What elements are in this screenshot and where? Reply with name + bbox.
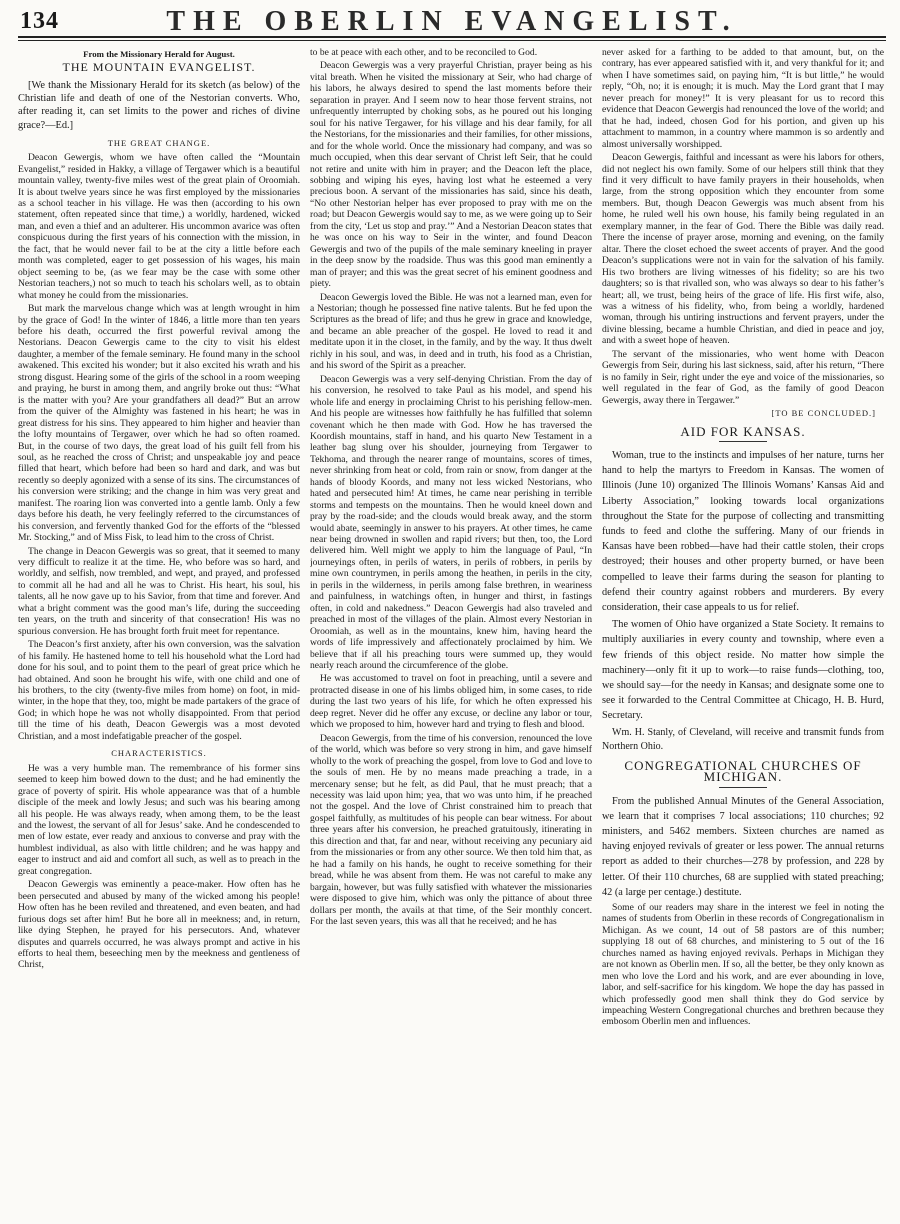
column-3 (602, 47, 884, 1223)
article-title-aid-for-kansas: AID FOR KANSAS. (680, 423, 806, 439)
paragraph: The Deacon’s first anxiety, after his own conversion, was the salvation of his family. He hastened home to tell his household what the Lord had done for his soul, and to point them to the pearl of great price which he had obtained. And soon he brought his wife, with one child and one of his brothers, to the city (twenty-five miles from home) on foot, in mid-winter, in the hope that they, too, might be made partakers of the grace of God; in which hope he was not wholly disappointed. From that period till the time of his death, Deacon Gewergis was a most devoted Christian, and a most indefatigable preacher of the gospel. (18, 639, 300, 742)
section-heading-great-change: THE GREAT CHANGE. (107, 137, 211, 148)
paragraph: The servant of the missionaries, who went home with Deacon Gewergis from Seir, during his last sickness, said, after his return, “There is no family in Seir, right under the eye and voice of the missionaries, so well regulated in the fear of God, as the family of good Deacon Gewergis, away there in Tergawer.” (602, 348, 884, 406)
paragraph: From the published Annual Minutes of the General Association, we learn that it comprises 7 local associations; 110 churches; 92 ministers, and 5462 members. Sixteen churches are named as having enjoyed revivals of greater or less power. The annual returns report as added to their churches—278 by profession, and 228 by letter. Of their 110 churches, 68 are supplied with stated preaching; 42 (a large per centage.) destitute. (602, 795, 884, 898)
paragraph: never asked for a farthing to be added to that amount, but, on the contrary, has ever appeared satisfied with it, and very thankful for it; and when I have sometimes said, on paying him, “It is but little,” he would reply, “Oh, no; it is enough; it is much. May the Lord grant that I may never preach for money!” It is very pleasant for us to record this evidence that Deacon Gewergis had renounced the love of the world; and that he had, indeed, chosen God for his portion, and given up his attachment to mammon, in a country where mammon is so ardently and almost universally worshipped. (602, 47, 884, 150)
to-be-concluded-note: [TO BE CONCLUDED.] (771, 408, 876, 419)
masthead (18, 6, 886, 36)
paragraph: Deacon Gewergis, whom we have often called the “Mountain Evangelist,” resided in Hakky, a village of Tergawer which is a beautiful mountain valley, twenty-five miles west of the great plain of Oroomiah. It is about twelve years since he was first employed by the missionaries as a school teacher in his village. He was then (according to his own statement, often repeated since that time,) a worldly, hardened, wicked man, and even a thief and an adulterer. His uncommon avarice was often conspicuous during the first years of his connection with the mission, in the fact, that he would never fail to be at the city a little before each month was completed, eager to get possession of his wages, his main object seeming to be, (as we fear may be the case with some other Nestorian teachers,) not so much to teach his scholars well, as to obtain what money he could from the missionaries. (18, 152, 300, 301)
paragraph: Deacon Gewergis was eminently a peace-maker. How often has he been persecuted and abused by many of the wicked among his people! How often has he been reviled and threatened, and even beaten, and had furious dogs set after him! But he bore all in meekness; and, in return, like dying Stephen, he prayed for his persecutors. And, whatever disputes and quarrels occurred, he was always prompt and active in his efforts to heal them, beseeching men by the meekness and gentleness of Christ, (18, 879, 300, 971)
title-rule (719, 787, 767, 788)
paragraph: But mark the marvelous change which was at length wrought in him by the grace of God! In the winter of 1846, a little more than ten years before his death, occurred the first powerful revival among the Nestorians. Deacon Gewergis came to the city to visit his eldest daughter, a member of the female seminary. He found many in the school awakened. This excited his wonder; but it also excited his wrath and his strong disgust. Hearing some of the girls of the school in a room weeping and praying, he burst in among them, and angrily broke out thus: “What is the matter with you? Are your grandfathers all dead?” But an arrow from the quiver of the Almighty was fastened in his heart; he was in great distress for his sins. They appeared to him higher and heavier than the lofty mountains of Tergawer, over which he had so often roamed. But, in the course of two days, the great load of his guilt fell from his soul, as he reached the cross of Christ; and unspeakable joy and peace filled that heart, which before had been so hard and dark, and was but recently so deeply agonized with a sense of its sins. The circumstances of his conversion were striking; and the change in him was very great and manifest. The roaring lion was converted into a gentle lamb. Only a few days before his death, he very feelingly referred to the circumstances of his conversion, and fervently thanked God for the efforts of the “blessed Mr. Stocking,” and of Miss Fisk, to lead him to the cross of Christ. (18, 303, 300, 544)
paragraph: Some of our readers may share in the interest we feel in noting the names of students from Oberlin in these records of Congregationalism in Michigan. As we count, 14 out of 58 pastors are of this number; supplying 18 out of 68 churches, and ministering to 5 out of the 16 churches named as having enjoyed revivals. Perhaps in Michigan they are not known as Oberlin men. If so, all the better, be they only known as men who love the Lord and his work, and are ever abounding in love, labor, and self-sacrifice for his kingdom. We hope the day has passed in which professedly good men shall think they do God service by impeaching Western Congregational churches and brethren because they embosom Oberlin men and influences. (602, 901, 884, 1028)
article-title-congregational-churches: CONGREGATIONAL CHURCHES OF MICHIGAN. (624, 757, 862, 785)
section-heading-characteristics: CHARACTERISTICS. (111, 748, 207, 759)
paragraph: Deacon Gewergis was a very prayerful Christian, prayer being as his vital breath. When he visited the missionary at Seir, who had charge of his labors, he always desired to spend the last moments before their separation in prayer. And I seem now to hear those fervent strains, not unfrequently interrupted by choking sobs, as he poured out his longing soul for his native Tergawer, for his village and his dear family, for all the Nestorians, for the missionaries and their families, for other missions, and for the whole world. Once the missionary had company, and was so much occupied, when this dear servant of Christ left Seir, that he could not retire and unite with him in prayer; and the Deacon left the place, sobbing and wiping his eyes, having lost what he esteemed a very precious boon. A servant of the missionaries has said, since his death, “No other Nestorian helper has ever proposed to pray with me on the road; but Deacon Gewergis would say to me, as we were going up to Seir from the city, ‘Let us stop and pray.’” And a Nestorian Deacon states that he was once on his way to Seir in the winter, and found Deacon Gewergis and two of the pupils of the male seminary kneeling in prayer in the deep snow by the roadside. Thus was this good man eminently a man of prayer; and this was the great secret of his eminent goodness and piety. (310, 60, 592, 290)
paragraph: Deacon Gewergis was a very self-denying Christian. From the day of his conversion, he resolved to take Paul as his model, and spend his whole life and energy in proclaiming Christ to his perishing fellow-men. And his people are witnesses how faithfully he has fulfilled that solemn covenant which he then made with God. How he has traversed the Koordish mountains, staff in hand, and his quarto New Testament in a leather bag slung over his shoulder, journeying from Tergawer to Tekhoma, and through the nearer range of mountains, scores of times, never shrinking from heat or cold, from rain or snow, from danger at the hands of bloody Koords, and many not less wicked Nestorians, who hated and persecuted him! At times, he came near perishing in terrible storms and tempests on the mountains. Then he would kneel down and pray by the road-side; and the clouds would break away, and the storm would abate, seemingly in answer to his prayers. At other times, he came near being drowned in swollen and rapid rivers; but then, too, the Lord delivered him. Well might we apply to him the language of Paul, “In journeyings often, in perils of waters, in perils of robbers, in perils by mine own countrymen, in perils among the heathen, in perils in the city, in perils in the wilderness, in perils among false brethren, in weariness and painfulness, in watchings often, in hunger and thirst, in fastings often, in cold and nakedness.” Deacon Gewergis had also traveled and preached in most of the villages of the plain. Almost every Nestorian in Oroomiah, as well as in the mountains, knew him, having heard the words of life impressively and affectionately proclaimed by him. We believe that if all his preaching tours were summed up, they would nearly reach around the circumference of the globe. (310, 373, 592, 672)
paragraph: Deacon Gewergis, from the time of his conversion, renounced the love of the world, which was before so very strong in him, and gave himself wholly to the work of preaching the gospel, from love to God and love to the souls of men. He by no means made preaching a trade, in a mercenary sense; but he felt, as did Paul, that he must preach; that a necessity was laid upon him; yea, that wo was unto him, if he preached not the gospel. And the love of Christ constrained him to preach that gospel faithfully, as multitudes of his people can bear witness. For about three years after his conversion, he preached gratuitously, itinerating in this direction and that, far and near, without receiving any pecuniary aid from the missionaries or from any other source. We then told him that, as he had a family on his hands, he ought to receive something for their bread, while he was absent from them. He was not careful to make any bargain, however, but was fully satisfied with whatever the missionaries were disposed to give him, which was only the pittance of about three dollars per month, the avails at that time, of the Seir monthly concert. For the last seven years, this was all that he received; and he has (310, 732, 592, 927)
paragraph: Woman, true to the instincts and impulses of her nature, turns her hand to help the martyrs to Freedom in Kansas. The women of Illinois (June 10) organized The Illinois Womans’ Kansas Aid and Liberty Association,” looking towards local organizations throughout the State for the purpose of collecting and transmitting funds to feed and clothe the suffering. Many of our friends in Kansas have been robbed—have had their cattle stolen, their crops destroyed; their houses and other property burned, or have been compelled to leave their farms during the season for planting to defend their country against robbers and murderers. By every consideration, their case appeals to us for relief. (602, 449, 884, 613)
paragraph: He was a very humble man. The remembrance of his former sins seemed to keep him bowed down to the dust; and he had eminently the grace of poverty of spirit. His whole appearance was that of a humble disciple of the meek and lowly Jesus; and such was his bearing among all his people. He was always ready, when among them, to be the least and the lowest, the servant of all for Jesus’ sake. And he condescended to men of low estate, ever ready and anxious to converse and pray with the humblest individual, as also with little children; and he was happy and eager to instruct and aid and comfort all such, as well as to preach in the great congregation. (18, 762, 300, 877)
article-title-mountain-evangelist: THE MOUNTAIN EVANGELIST. (62, 60, 256, 75)
title-rule (719, 441, 767, 442)
editor-intro: [We thank the Missionary Herald for its sketch (as below) of the Christian life and death of one of the Nestorian converts. Who, after reading it, can set limits to the power and riches of divine grace?—Ed.] (18, 79, 300, 131)
paragraph: The change in Deacon Gewergis was so great, that it seemed to many very difficult to realize it at the time. He, who before was so hard, and worldly, and selfish, now trembled, and wept, and prayed, and professed to commit all he had and all he was to Christ. His heart, his soul, his talents, all he now gave up to his Savior, from that time and forever. And what a bright comment was the good man’s life, during the succeeding ten years, on the truth and sincerity of that consecration! His was no spurious conversion. He has brought forth fruit meet for repentance. (18, 545, 300, 637)
paragraph: Deacon Gewergis loved the Bible. He was not a learned man, even for a Nestorian; though he possessed fine native talents. But he fed upon the Scriptures as the bread of life; and thus he grew in grace and knowledge, and became an able preacher of the gospel. He loved to read it and meditate upon it in the closet, in the family, and by the way. It thus dwelt richly in his soul, and was, in deed and in truth, his food as a Christian, and his sword of the Spirit as a preacher. (310, 291, 592, 372)
paragraph: The women of Ohio have organized a State Society. It remains to multiply auxiliaries in every county and township, where even a few friends of this object reside. No matter how simple the machinery—only fit it up to work—to raise funds—clothing, too, we should say—for the needy in Kansas; and designate some one to see it forwarded to the Central Committee at Chicago, H. B. Hurd, Secretary. (602, 619, 884, 722)
journal-title: THE OBERLIN EVANGELIST. (166, 6, 738, 37)
article-source-note: From the Missionary Herald for August. (83, 49, 235, 59)
columns (18, 47, 886, 1223)
page-number: 134 (20, 8, 59, 34)
column-1 (18, 47, 300, 1223)
paragraph: He was accustomed to travel on foot in preaching, until a severe and protracted disease in one of his limbs obliged him, in some cases, to ride during the last two years of his life, for which he often expressed his deep regret. Never did he offer any excuse, or decline any labor or tour, which we proposed to him, however hard and trying to flesh and blood. (310, 673, 592, 731)
paragraph: Deacon Gewergis, faithful and incessant as were his labors for others, did not neglect his own family. Some of our helpers still think that they find it very difficult to have family prayers in their households, when large, from the strong opposition which they encounter from some members. But, though Deacon Gewergis was much absent from his home, he ruled well his own house, his family being regulated in an exemplary manner, in the fear of God. There the Bible was daily read. There the incense of prayer arose, morning and evening, on the family altar. There the closet echoed the sweet accents of prayer. And the good Deacon’s supplications were not in vain for the salvation of his family. His two brothers are living witnesses of his fidelity; so are his two daughters; so is that rivalled son, who was always so dear to his father’s heart; all, we trust, being heirs of the grace of life. His first wife, also, was a witness of his fidelity, who, from being a worldly, hardened woman, through his untiring instructions and fervent prayers, under the divine blessing, became a humble Christian, and died in peace and joy, and with a sweet hope of heaven. (602, 152, 884, 347)
paragraph: to be at peace with each other, and to be reconciled to God. (310, 47, 538, 58)
column-2 (310, 47, 592, 1223)
kansas-signature: Wm. H. Stanly, of Cleveland, will receive and transmit funds from Northern Ohio. (602, 726, 884, 752)
